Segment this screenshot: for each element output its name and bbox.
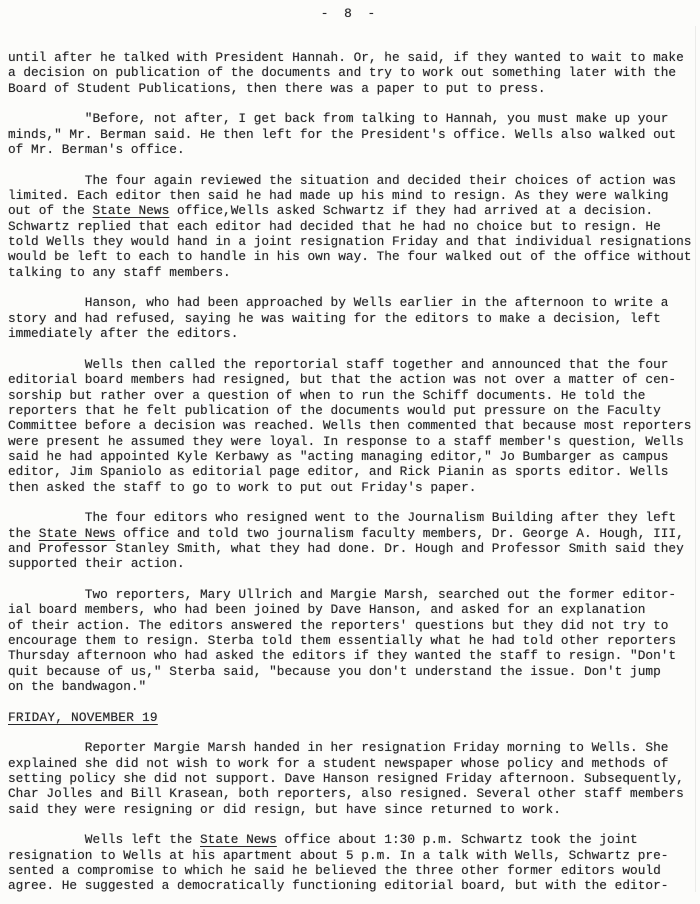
text-line: and Professor Stanley Smith, what they had done. Dr. Hough and Professor Smith said they bbox=[8, 540, 684, 556]
text-line: said he had appointed Kyle Kerbawy as "acting managing editor," Jo Bumbarger as campus bbox=[8, 448, 669, 464]
text-line: editor, Jim Spaniolo as editorial page editor, and Rick Pianin as sports editor. Wells bbox=[8, 464, 669, 480]
text-line: setting policy she did not support. Dave Hanson resigned Friday afternoon. Subsequently, bbox=[8, 771, 684, 787]
paragraph bbox=[8, 510, 698, 571]
text-line: Wells left the State News office about 1:30 p.m. Schwartz took the joint bbox=[8, 832, 638, 848]
paragraph bbox=[8, 295, 698, 341]
text-line: a decision on publication of the documents and try to work out something later with the bbox=[8, 65, 677, 81]
page-number: - 8 - bbox=[320, 6, 380, 21]
underlined-text: State News bbox=[200, 832, 277, 848]
text-line: then asked the staff to go to work to put out Friday's paper. bbox=[8, 479, 477, 495]
text-line: immediately after the editors. bbox=[8, 326, 239, 342]
underlined-text: State News bbox=[92, 203, 170, 219]
section-heading bbox=[8, 710, 698, 725]
text-line: Two reporters, Mary Ullrich and Margie Marsh, searched out the former editor- bbox=[8, 586, 677, 602]
text-line: minds," Mr. Berman said. He then left for the President's office. Wells also walked out bbox=[8, 126, 677, 142]
text-line: said they were resigning or did resign, but have since returned to work. bbox=[8, 801, 561, 817]
text-line: told Wells they would hand in a joint resignation Friday and that individual resignations bbox=[8, 234, 692, 250]
text-line: agree. He suggested a democratically functioning editorial board, but with the editor- bbox=[8, 878, 669, 894]
text-line: Char Jolles and Bill Krasean, both reporters, also resigned. Several other staff members bbox=[8, 786, 684, 802]
text-line: on the bandwagon." bbox=[8, 679, 147, 694]
paragraph bbox=[8, 111, 698, 157]
paragraph bbox=[8, 832, 698, 893]
text-line: until after he talked with President Hannah. Or, he said, if they wanted to wait to make bbox=[8, 50, 684, 65]
text-line: out of the State News office,Wells asked Schwartz if they had arrived at a decision. bbox=[8, 203, 654, 219]
paragraph bbox=[8, 50, 698, 96]
text-line: were present he assumed they were loyal. In response to a staff member's question, Wells bbox=[8, 433, 684, 449]
text-line: quit because of us," Sterba said, "because you don't understand the issue. Don't jump bbox=[8, 663, 661, 679]
text-line: Wells then called the reportorial staff together and announced that the four bbox=[8, 356, 669, 372]
text-line: of Mr. Berman's office. bbox=[8, 142, 185, 158]
text-line: story and had refused, saying he was waiting for the editors to make a decision, left bbox=[8, 310, 661, 326]
text-line: Schwartz replied that each editor had decided that he had no choice but to resign. He bbox=[8, 218, 661, 234]
text-line: sorship but rather over a question of when to run the Schiff documents. He told the bbox=[8, 387, 646, 403]
paragraph bbox=[8, 357, 698, 495]
text-line: Board of Student Publications, then there was a paper to put to press. bbox=[8, 80, 546, 96]
paragraph bbox=[8, 740, 698, 817]
text-line: The four editors who resigned went to the Journalism Building after they left bbox=[8, 510, 677, 526]
text-line: explained she did not wish to work for a student newspaper whose policy and methods of bbox=[8, 755, 669, 771]
text-line: Reporter Margie Marsh handed in her resignation Friday morning to Wells. She bbox=[8, 740, 669, 756]
text-line: ial board members, who had been joined by Dave Hanson, and asked for an explanation bbox=[8, 602, 646, 618]
text-line: limited. Each editor then said he had made up his mind to resign. As they were walking bbox=[8, 188, 669, 204]
text-line: talking to any staff members. bbox=[8, 264, 231, 280]
text-line: Thursday afternoon who had asked the editors if they wanted the staff to resign. "Don't bbox=[8, 648, 677, 664]
text-line: supported their action. bbox=[8, 556, 185, 572]
text-line: would be left to each to handle in his own way. The four walked out of the office without bbox=[8, 249, 692, 265]
document-body bbox=[8, 50, 698, 894]
text-line: the State News office and told two journalism faculty members, Dr. George A. Hough, III, bbox=[8, 525, 684, 541]
underlined-text: FRIDAY, NOVEMBER 19 bbox=[8, 709, 158, 725]
text-line: The four again reviewed the situation and decided their choices of action was bbox=[8, 172, 677, 188]
text-line: editorial board members had resigned, but that the action was not over a matter of cen- bbox=[8, 372, 677, 388]
text-line: sented a compromise to which he said he believed the three other former editors would bbox=[8, 863, 661, 879]
text-line: encourage them to resign. Sterba told them essentially what he had told other reporters bbox=[8, 632, 677, 648]
text-line: resignation to Wells at his apartment about 5 p.m. In a talk with Wells, Schwartz pre- bbox=[8, 847, 669, 863]
text-line: Committee before a decision was reached. Wells then commented that because most reporters bbox=[8, 418, 692, 434]
underlined-text: State News bbox=[38, 525, 116, 541]
text-line: Hanson, who had been approached by Wells earlier in the afternoon to write a bbox=[8, 295, 669, 311]
scan-edge-artifact bbox=[695, 26, 696, 892]
text-line: reporters that he felt publication of the documents would put pressure on the Faculty bbox=[8, 402, 661, 418]
text-line: "Before, not after, I get back from talking to Hannah, you must make up your bbox=[8, 111, 669, 127]
text-line: of their action. The editors answered the reporters' questions but they did not try to bbox=[8, 617, 669, 633]
text-line bbox=[8, 710, 698, 725]
paragraph bbox=[8, 587, 698, 694]
paragraph bbox=[8, 173, 698, 280]
